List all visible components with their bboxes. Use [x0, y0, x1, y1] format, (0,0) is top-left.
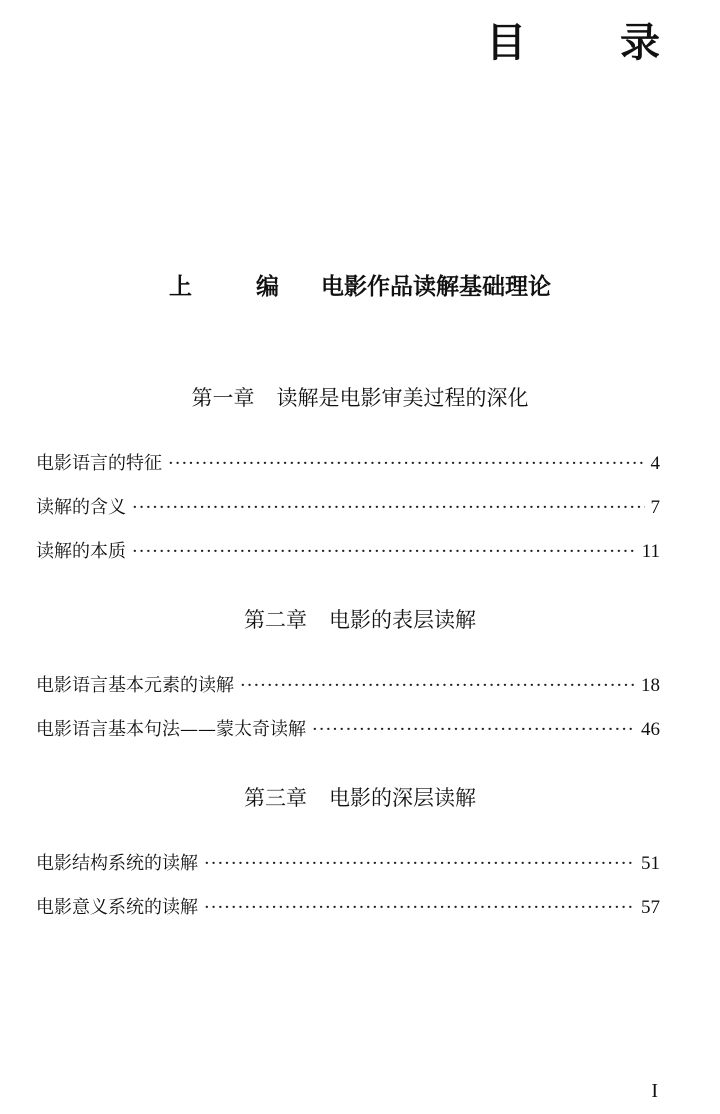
toc-entry-title: 电影语言基本句法——蒙太奇读解	[36, 719, 306, 740]
part-heading	[0, 270, 720, 304]
toc-entry-title: 电影意义系统的读解	[36, 897, 198, 918]
toc-entry-page: 51	[641, 853, 660, 874]
toc-entry[interactable]	[36, 672, 660, 700]
dot-leader	[132, 538, 636, 566]
chapter-label: 第一章	[191, 386, 255, 410]
toc-entry-title: 电影语言基本元素的读解	[36, 675, 234, 696]
dot-leader	[204, 850, 635, 878]
toc-entry-page: 7	[650, 497, 660, 518]
toc-entry[interactable]	[36, 538, 660, 566]
part-label: 上 编	[168, 273, 307, 300]
toc-entry[interactable]	[36, 450, 660, 478]
dot-leader	[168, 450, 645, 478]
chapter-title: 电影的深层读解	[329, 786, 476, 810]
dot-leader	[204, 894, 635, 922]
chapter-heading	[0, 383, 720, 413]
chapter-label: 第二章	[244, 608, 307, 632]
toc-entry-title: 读解的本质	[36, 541, 126, 562]
dot-leader	[312, 716, 635, 744]
toc-entry-title: 读解的含义	[36, 497, 126, 518]
toc-entry-title: 电影结构系统的读解	[36, 853, 198, 874]
toc-entry-page: 18	[641, 675, 660, 696]
page-title: 目 录	[486, 19, 700, 66]
part-title: 电影作品读解基础理论	[321, 273, 551, 300]
toc-entry-title: 电影语言的特征	[36, 453, 162, 474]
toc-entry-page: 57	[641, 897, 660, 918]
toc-entry-page: 46	[641, 719, 660, 740]
chapter-title: 电影的表层读解	[329, 608, 476, 632]
toc-entry-page: 11	[641, 541, 660, 562]
toc-entry-page: 4	[650, 453, 660, 474]
toc-entry[interactable]	[36, 894, 660, 922]
toc-entry[interactable]	[36, 850, 660, 878]
chapter-label: 第三章	[244, 786, 307, 810]
toc-entry[interactable]	[36, 494, 660, 522]
toc-entry[interactable]	[36, 716, 660, 744]
dot-leader	[240, 672, 635, 700]
chapter-title: 读解是电影审美过程的深化	[276, 386, 529, 410]
dot-leader	[132, 494, 645, 522]
chapter-heading	[0, 605, 720, 635]
page-number: I	[651, 1080, 658, 1102]
chapter-heading	[0, 783, 720, 813]
